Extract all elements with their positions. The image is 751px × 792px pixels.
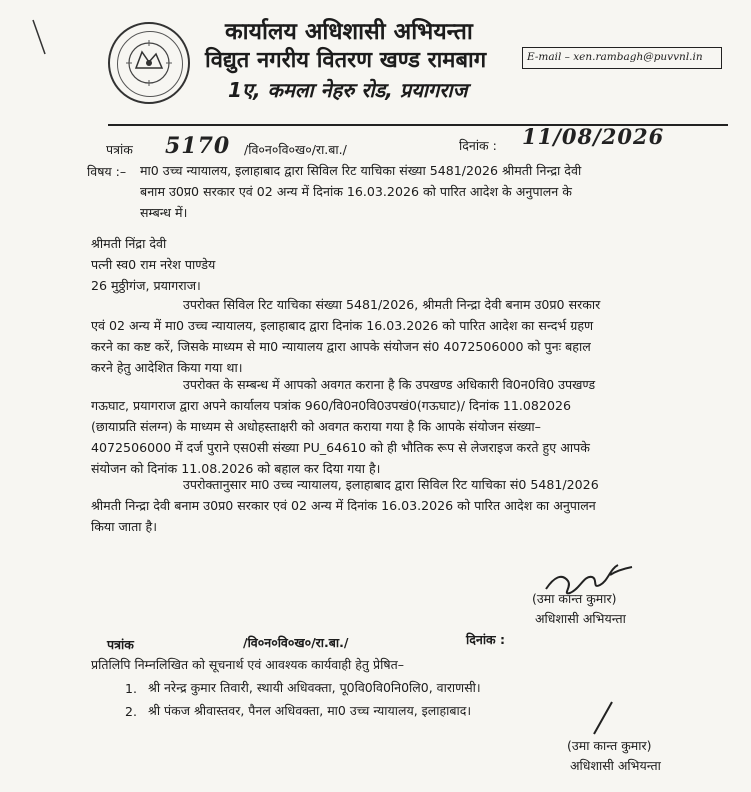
copy-item-text: श्री नरेन्द्र कुमार तिवारी, स्थायी अधिवक्ता, पू0वि0वि0नि0लि0, वाराणसी।: [148, 680, 481, 695]
addressee-relation: पत्नी स्व0 राम नरेश पाण्डेय: [91, 257, 216, 272]
copy-office-code: /वि०न०वि०ख०/रा.बा./: [243, 635, 349, 650]
paragraph-line: उपरोक्त सिविल रिट याचिका संख्या 5481/2026, श्रीमती निन्द्रा देवी बनाम उ0प्र0 सरकार: [183, 297, 601, 312]
copy-signatory-name: (उमा कान्त कुमार): [567, 738, 652, 753]
paragraph-line: 4072506000 में दर्ज पुराने एस0सी संख्या PU_64610 को ही भौतिक रूप से लेजराइज करते हुए आपके: [91, 440, 590, 455]
office-address: 1ए, कमला नेहरु रोड, प्रयागराज: [228, 78, 468, 102]
addressee-name: श्रीमती निंद्रा देवी: [91, 236, 167, 251]
body-paragraph-2: [91, 374, 595, 479]
handwritten-date: 11/08/2026: [522, 124, 665, 149]
patrank-label: पत्रांक: [106, 142, 133, 157]
copy-intro: प्रतिलिपि निम्नलिखित को सूचनार्थ एवं आवश्यक कार्यवाही हेतु प्रेषित–: [91, 657, 404, 672]
subject-line: मा0 उच्च न्यायालय, इलाहाबाद द्वारा सिविल रिट याचिका संख्या 5481/2026 श्रीमती निन्द्रा देवी: [140, 163, 582, 178]
subject-line: बनाम उ0प्र0 सरकार एवं 02 अन्य में दिनांक 16.03.2026 को पारित आदेश के अनुपालन के: [140, 184, 572, 199]
office-title: कार्यालय अधिशासी अभियन्ता: [225, 19, 473, 45]
paragraph-line: श्रीमती निन्द्रा देवी बनाम उ0प्र0 सरकार एवं 02 अन्य में दिनांक 16.03.2026 को पारित आदेश का अनुपालन: [91, 498, 596, 513]
pen-mark-icon: [30, 18, 50, 58]
paragraph-line: उपरोक्तानुसार मा0 उच्च न्यायालय, इलाहाबाद द्वारा सिविल रिट याचिका सं0 5481/2026: [183, 477, 599, 492]
addressee-address: 26 मुठ्ठीगंज, प्रयागराज।: [91, 278, 201, 293]
paragraph-line: एवं 02 अन्य में मा0 उच्च न्यायालय, इलाहाबाद द्वारा दिनांक 16.03.2026 को पारित आदेश का सन्दर्भ ग्रहण: [91, 318, 594, 333]
paragraph-line: उपरोक्त के सम्बन्ध में आपको अवगत कराना है कि उपखण्ड अधिकारी वि0न0वि0 उपखण्ड: [183, 377, 596, 392]
signatory-name: (उमा कान्त कुमार): [532, 591, 617, 606]
paragraph-line: (छायाप्रति संलग्न) के माध्यम से अधोहस्ताक्षरी को अवगत कराया गया है कि आपके संयोजन संख्या–: [91, 419, 541, 434]
signatory-designation: अधिशासी अभियन्ता: [535, 611, 626, 626]
paragraph-line: गऊघाट, प्रयागराज द्वारा अपने कार्यालय पत्रांक 960/वि0न0वि0उपखं0(गऊघाट)/ दिनांक 11.082026: [91, 398, 571, 413]
paragraph-line: करने हेतु आदेशित किया गया था।: [91, 360, 243, 375]
copy-item-number: 1.: [125, 681, 137, 696]
paragraph-line: किया जाता है।: [91, 519, 158, 534]
paragraph-line: करने का कष्ट करें, जिसके माध्यम से मा0 न्यायालय द्वारा आपके संयोजन सं0 4072506000 को पुनः बहाल: [91, 339, 591, 354]
subject-label: विषय :–: [87, 164, 127, 179]
department-seal-logo: [108, 22, 190, 104]
initial-stroke-icon: [588, 700, 618, 736]
seal-emblem-icon: [110, 24, 188, 102]
patrank-number: 5170: [165, 133, 231, 159]
copy-item-number: 2.: [125, 704, 137, 719]
body-paragraph-1: [91, 294, 600, 378]
office-code: /वि०न०वि०ख०/रा.बा./: [244, 142, 347, 157]
copy-item-text: श्री पंकज श्रीवास्तवर, पैनल अधिवक्ता, मा0 उच्च न्यायालय, इलाहाबाद।: [148, 703, 472, 718]
email-box: E-mail – xen.rambagh@puvvnl.in: [522, 47, 722, 69]
subject-text: [140, 160, 581, 223]
addressee-block: [91, 233, 215, 296]
dinank-label: दिनांक :: [459, 138, 497, 153]
copy-dinank-label: दिनांक :: [466, 632, 506, 647]
division-title: विद्युत नगरीय वितरण खण्ड रामबाग: [205, 48, 487, 73]
copy-signatory-designation: अधिशासी अभियन्ता: [570, 758, 661, 773]
copy-patrank-label: पत्रांक: [107, 637, 134, 652]
subject-line: सम्बन्ध में।: [140, 205, 188, 220]
body-paragraph-3: [91, 474, 599, 537]
paragraph-line: संयोजन को दिनांक 11.08.2026 को बहाल कर दिया गया है।: [91, 461, 381, 476]
